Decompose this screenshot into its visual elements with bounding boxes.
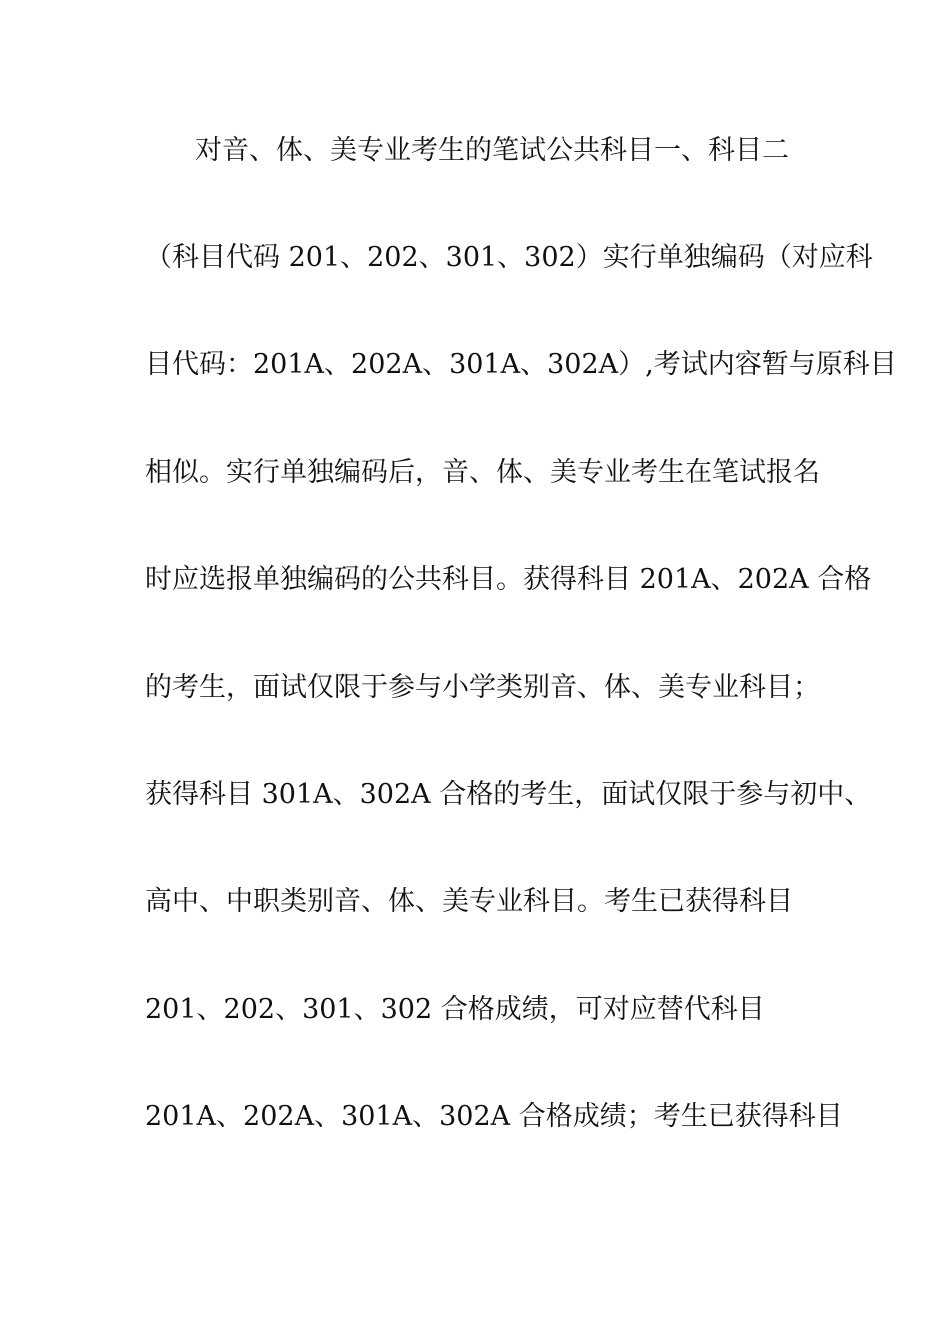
paragraph-line-8: 高中、中职类别音、体、美专业科目。考生已获得科目 — [145, 886, 793, 917]
paragraph-line-4: 相似。实行单独编码后，音、体、美专业考生在笔试报名 — [145, 457, 820, 488]
paragraph-line-3: 目代码：201A、202A、301A、302A）,考试内容暂与原科目 — [145, 349, 897, 380]
paragraph-line-9: 201、202、301、302 合格成绩，可对应替代科目 — [145, 994, 765, 1025]
paragraph-line-10: 201A、202A、301A、302A 合格成绩；考生已获得科目 — [145, 1101, 843, 1132]
paragraph-line-5: 时应选报单独编码的公共科目。获得科目 201A、202A 合格 — [145, 564, 872, 595]
paragraph-line-2: （科目代码 201、202、301、302）实行单独编码（对应科 — [145, 242, 873, 273]
paragraph-line-6: 的考生，面试仅限于参与小学类别音、体、美专业科目； — [145, 672, 820, 703]
paragraph-line-1: 对音、体、美专业考生的笔试公共科目一、科目二 — [195, 135, 789, 166]
paragraph-line-7: 获得科目 301A、302A 合格的考生，面试仅限于参与初中、 — [145, 779, 872, 810]
